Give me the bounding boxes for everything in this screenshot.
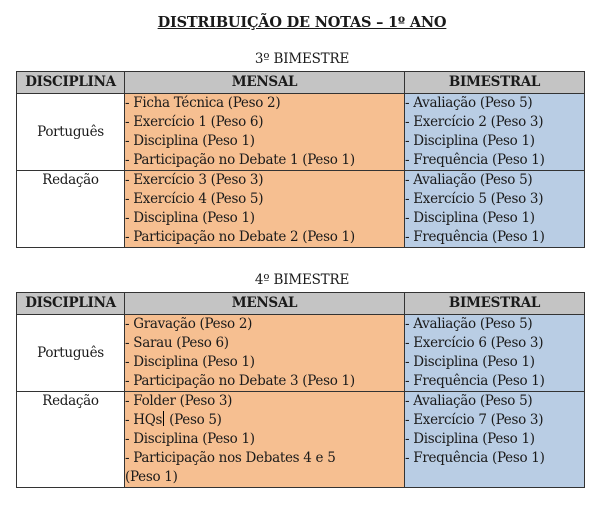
disciplina-cell [17, 94, 125, 171]
bimestral-item: - Disciplina (Peso 1) [405, 133, 535, 149]
bimestral-item: - Exercício 6 (Peso 3) [405, 335, 544, 351]
table-row-portugues [17, 315, 585, 392]
mensal-item: - Sarau (Peso 6) [125, 335, 229, 351]
disciplina-cell [17, 392, 125, 488]
mensal-item: - Participação nos Debates 4 e 5 [125, 450, 336, 466]
table-header-row [17, 72, 585, 94]
table-header-row [17, 293, 585, 315]
header-disciplina: DISCIPLINA [17, 293, 125, 315]
caption-4-bimestre: 4º BIMESTRE [254, 272, 350, 288]
mensal-cell [125, 171, 405, 248]
mensal-item: - Participação no Debate 1 (Peso 1) [125, 152, 355, 168]
document-title: DISTRIBUIÇÃO DE NOTAS – 1º ANO [157, 14, 447, 31]
mensal-item: - Exercício 3 (Peso 3) [125, 172, 264, 188]
bimestral-item: - Avaliação (Peso 5) [405, 316, 533, 332]
table-row-portugues [17, 94, 585, 171]
bimestral-cell [405, 392, 585, 488]
caption-3-bimestre: 3º BIMESTRE [254, 51, 350, 67]
mensal-item: - Exercício 1 (Peso 6) [125, 114, 264, 130]
disciplina-label: Português [37, 344, 104, 361]
bimestral-item: - Exercício 2 (Peso 3) [405, 114, 544, 130]
header-mensal: MENSAL [125, 293, 405, 315]
header-disciplina: DISCIPLINA [17, 72, 125, 94]
mensal-item: - Exercício 4 (Peso 5) [125, 191, 264, 207]
mensal-item [125, 411, 404, 430]
disciplina-label: Redação [42, 393, 99, 409]
table-row-redacao [17, 392, 585, 488]
mensal-cell [125, 94, 405, 171]
bimestral-item: - Frequência (Peso 1) [405, 152, 545, 168]
table-4-bimestre [16, 292, 585, 488]
mensal-item: - Disciplina (Peso 1) [125, 210, 255, 226]
mensal-item: - Disciplina (Peso 1) [125, 354, 255, 370]
mensal-cell [125, 315, 405, 392]
mensal-item: - Folder (Peso 3) [125, 393, 233, 409]
header-bimestral: BIMESTRAL [405, 293, 585, 315]
bimestral-item: - Disciplina (Peso 1) [405, 354, 535, 370]
bimestral-item: - Avaliação (Peso 5) [405, 95, 533, 111]
disciplina-cell [17, 315, 125, 392]
disciplina-cell [17, 171, 125, 248]
bimestral-cell [405, 171, 585, 248]
table-row-redacao [17, 171, 585, 248]
bimestral-item: - Exercício 5 (Peso 3) [405, 191, 544, 207]
bimestral-item: - Avaliação (Peso 5) [405, 393, 533, 409]
bimestral-item: - Frequência (Peso 1) [405, 450, 545, 466]
disciplina-label: Redação [42, 172, 99, 188]
bimestral-cell [405, 94, 585, 171]
mensal-item: - Gravação (Peso 2) [125, 316, 253, 332]
bimestral-item: - Disciplina (Peso 1) [405, 210, 535, 226]
bimestral-cell [405, 315, 585, 392]
bimestral-item: - Exercício 7 (Peso 3) [405, 412, 544, 428]
header-bimestral: BIMESTRAL [405, 72, 585, 94]
bimestral-item: - Disciplina (Peso 1) [405, 431, 535, 447]
disciplina-label: Português [37, 123, 104, 140]
text-cursor [163, 411, 164, 426]
mensal-item: - Participação no Debate 3 (Peso 1) [125, 373, 355, 389]
mensal-cell [125, 392, 405, 488]
mensal-item: - Disciplina (Peso 1) [125, 431, 255, 447]
mensal-item: - Ficha Técnica (Peso 2) [125, 95, 281, 111]
mensal-item: - Participação no Debate 2 (Peso 1) [125, 229, 355, 245]
bimestral-item: - Frequência (Peso 1) [405, 373, 545, 389]
mensal-item-continuation: (Peso 1) [125, 469, 178, 485]
header-mensal: MENSAL [125, 72, 405, 94]
bimestral-item: - Frequência (Peso 1) [405, 229, 545, 245]
mensal-item-text: - HQs [125, 412, 163, 428]
bimestral-item: - Avaliação (Peso 5) [405, 172, 533, 188]
mensal-item: - Disciplina (Peso 1) [125, 133, 255, 149]
table-3-bimestre [16, 71, 585, 248]
mensal-item-text: (Peso 5) [165, 412, 222, 428]
